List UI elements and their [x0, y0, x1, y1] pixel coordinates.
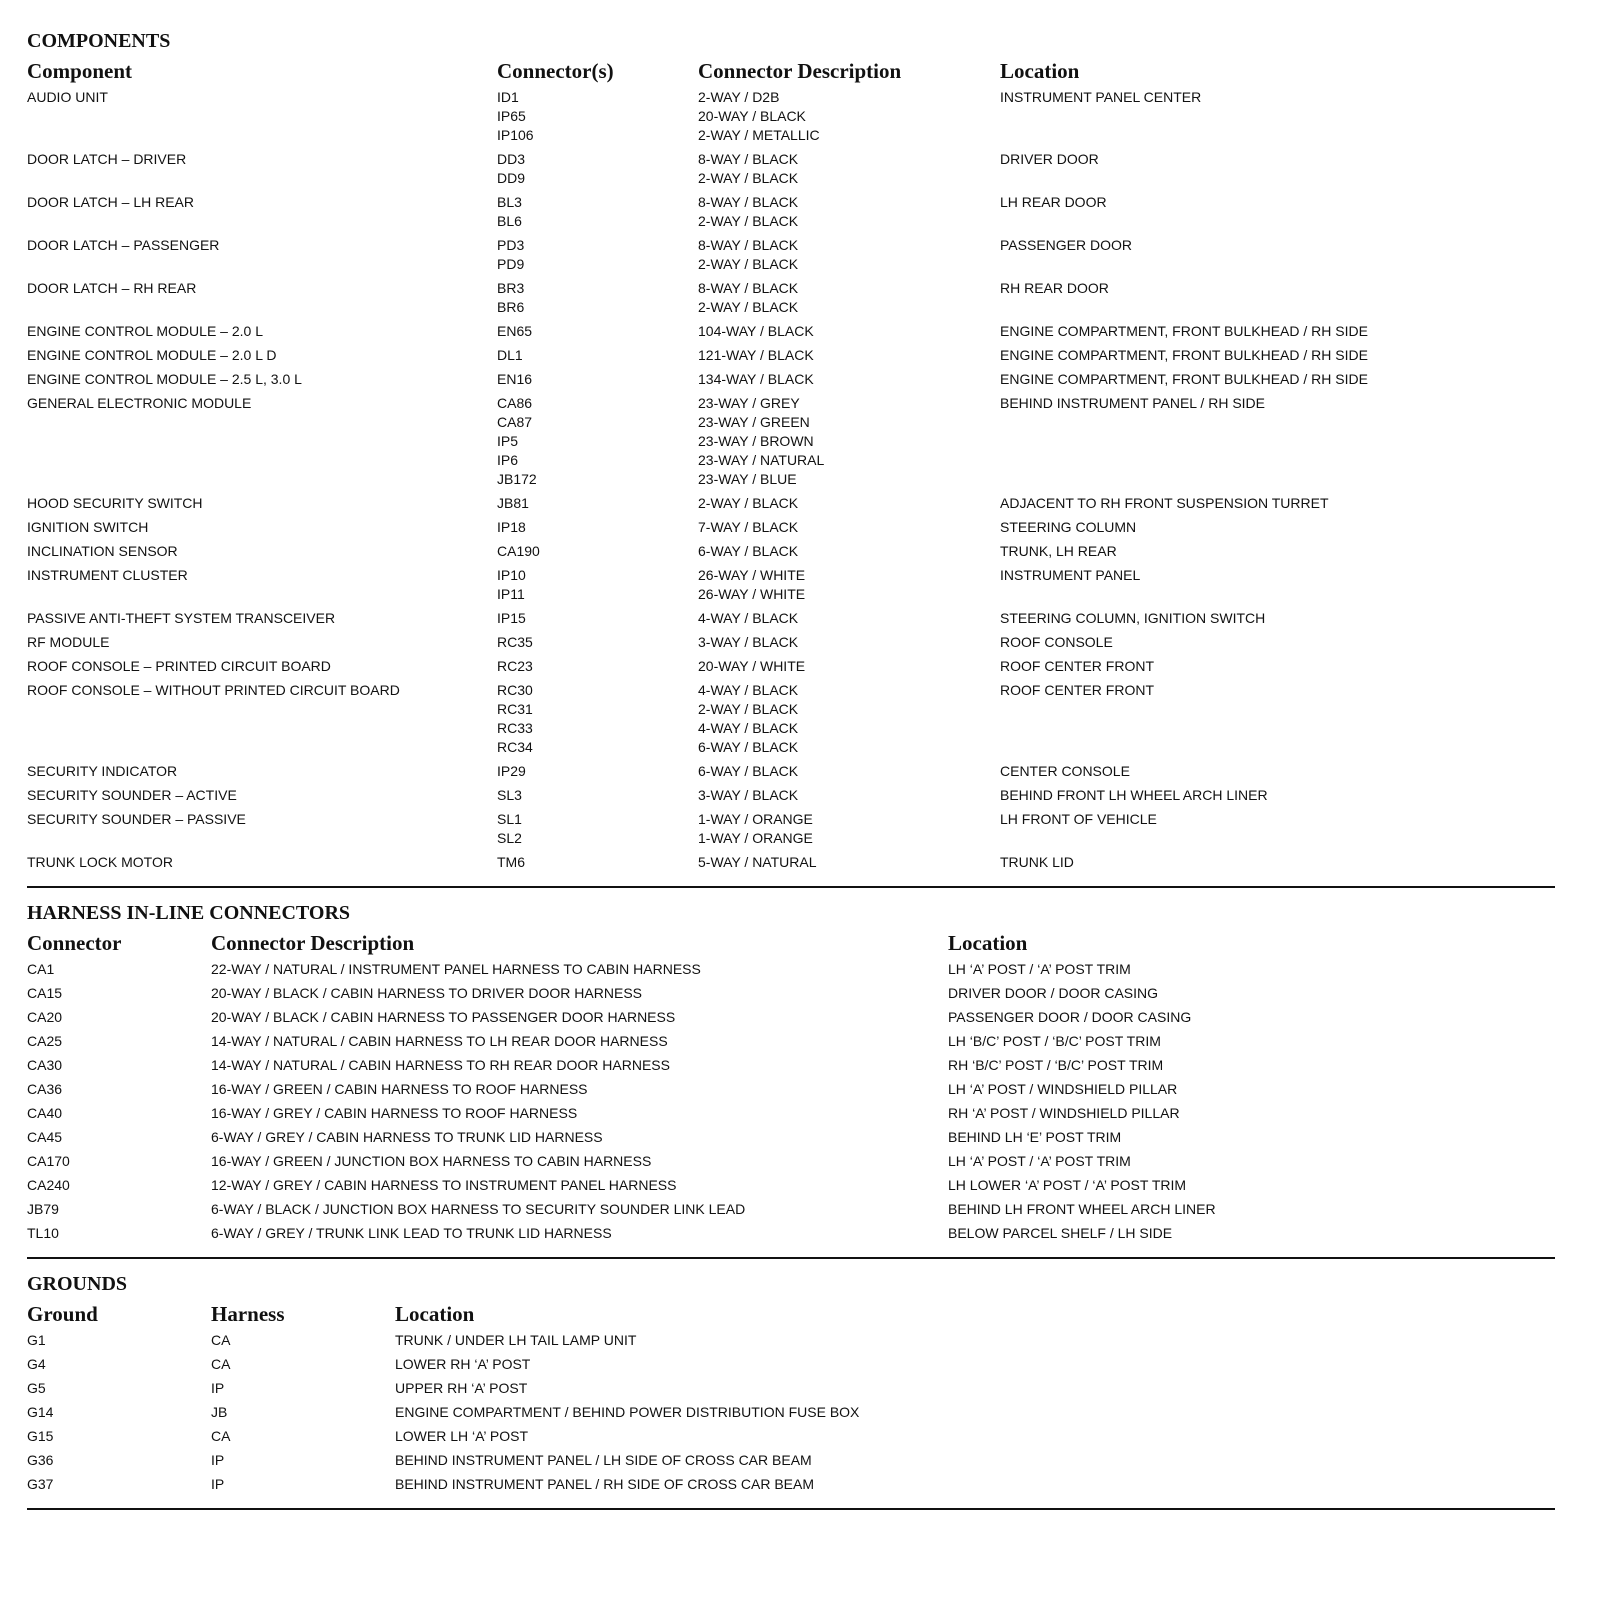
connector-description-list [698, 193, 1000, 231]
component-location: DRIVER DOOR [1000, 151, 1099, 167]
table-row [27, 609, 1555, 628]
table-row [27, 1176, 1555, 1195]
connector-description-list [698, 346, 1000, 365]
ground-id: G4 [27, 1356, 46, 1372]
ground-id: G5 [27, 1380, 46, 1396]
connector-id: PD3 [497, 237, 525, 253]
connector-id: ID1 [497, 89, 519, 105]
connector-description: 4-WAY / BLACK [698, 720, 799, 736]
harness-location: DRIVER DOOR / DOOR CASING [948, 985, 1159, 1001]
connector-list [497, 150, 698, 188]
table-row [27, 518, 1555, 537]
connector-id: IP65 [497, 108, 526, 124]
table-row [27, 786, 1555, 805]
component-name: DOOR LATCH – PASSENGER [27, 237, 220, 253]
connector-description: 5-WAY / NATURAL [698, 854, 817, 870]
component-name: ENGINE CONTROL MODULE – 2.0 L D [27, 347, 277, 363]
component-name: INCLINATION SENSOR [27, 543, 178, 559]
ground-id: G37 [27, 1476, 54, 1492]
table-row [27, 1200, 1555, 1219]
connector-description: 23-WAY / BLUE [698, 471, 797, 487]
connector-description: 2-WAY / BLACK [698, 170, 799, 186]
connector-description-list [698, 322, 1000, 341]
harness-header-location: Location [948, 931, 1028, 955]
grounds-header-row [27, 1297, 1555, 1331]
connector-list [497, 542, 698, 561]
connector-id: JB81 [497, 495, 529, 511]
connector-id: IP10 [497, 567, 526, 583]
connector-id: IP6 [497, 452, 519, 468]
table-row [27, 960, 1555, 979]
connector-id: IP18 [497, 519, 526, 535]
connector-description: 2-WAY / D2B [698, 89, 780, 105]
harness-description: 20-WAY / BLACK / CABIN HARNESS TO PASSENGER DOOR HARNESS [211, 1009, 676, 1025]
connector-id: DD3 [497, 151, 526, 167]
table-row [27, 494, 1555, 513]
connector-description-list [698, 370, 1000, 389]
component-location: ROOF CENTER FRONT [1000, 682, 1154, 698]
harness-connector: CA30 [27, 1057, 63, 1073]
connector-description-list [698, 150, 1000, 188]
connector-id: IP106 [497, 127, 534, 143]
table-row [27, 1032, 1555, 1051]
table-row [27, 657, 1555, 676]
table-row [27, 236, 1555, 274]
connector-id: RC35 [497, 634, 533, 650]
connector-description: 8-WAY / BLACK [698, 280, 799, 296]
connector-description-list [698, 762, 1000, 781]
ground-location: UPPER RH ‘A’ POST [395, 1380, 528, 1396]
components-header-description: Connector Description [698, 59, 902, 83]
grounds-section [27, 1271, 1555, 1494]
connector-list [497, 346, 698, 365]
component-location: BEHIND INSTRUMENT PANEL / RH SIDE [1000, 395, 1266, 411]
component-location: PASSENGER DOOR [1000, 237, 1132, 253]
table-row [27, 542, 1555, 561]
connector-id: RC33 [497, 720, 533, 736]
component-location: TRUNK LID [1000, 854, 1074, 870]
component-location: ADJACENT TO RH FRONT SUSPENSION TURRET [1000, 495, 1329, 511]
connector-description-list [698, 542, 1000, 561]
connector-description: 2-WAY / METALLIC [698, 127, 820, 143]
component-location: INSTRUMENT PANEL CENTER [1000, 89, 1202, 105]
component-location: ENGINE COMPARTMENT, FRONT BULKHEAD / RH SIDE [1000, 347, 1368, 363]
connector-id: BL6 [497, 213, 522, 229]
connector-description: 8-WAY / BLACK [698, 151, 799, 167]
connector-description: 4-WAY / BLACK [698, 610, 799, 626]
harness-description: 16-WAY / GREEN / JUNCTION BOX HARNESS TO CABIN HARNESS [211, 1153, 652, 1169]
grounds-table-body [27, 1331, 1555, 1494]
component-location: CENTER CONSOLE [1000, 763, 1130, 779]
section-divider [27, 1257, 1555, 1259]
connector-description: 2-WAY / BLACK [698, 495, 799, 511]
harness-location: RH ‘A’ POST / WINDSHIELD PILLAR [948, 1105, 1180, 1121]
connector-id: IP15 [497, 610, 526, 626]
table-row [27, 1224, 1555, 1243]
connector-description-list [698, 566, 1000, 604]
harness-section [27, 900, 1555, 1243]
harness-location: LH LOWER ‘A’ POST / ‘A’ POST TRIM [948, 1177, 1187, 1193]
component-name: SECURITY INDICATOR [27, 763, 178, 779]
harness-connector: CA15 [27, 985, 63, 1001]
table-row [27, 346, 1555, 365]
connector-description: 2-WAY / BLACK [698, 213, 799, 229]
connector-id: IP11 [497, 586, 525, 602]
connector-description: 6-WAY / BLACK [698, 763, 799, 779]
connector-description: 23-WAY / GREEN [698, 414, 810, 430]
component-name: TRUNK LOCK MOTOR [27, 854, 173, 870]
harness-description: 6-WAY / GREY / CABIN HARNESS TO TRUNK LID HARNESS [211, 1129, 603, 1145]
harness-description: 6-WAY / BLACK / JUNCTION BOX HARNESS TO SECURITY SOUNDER LINK LEAD [211, 1201, 746, 1217]
harness-description: 14-WAY / NATURAL / CABIN HARNESS TO RH REAR DOOR HARNESS [211, 1057, 670, 1073]
table-row [27, 1427, 1555, 1446]
components-section [27, 28, 1555, 872]
components-header-row [27, 54, 1555, 88]
component-location: BEHIND FRONT LH WHEEL ARCH LINER [1000, 787, 1268, 803]
connector-list [497, 657, 698, 676]
ground-location: TRUNK / UNDER LH TAIL LAMP UNIT [395, 1332, 637, 1348]
connector-id: EN65 [497, 323, 533, 339]
ground-harness: CA [211, 1356, 231, 1372]
harness-connector: TL10 [27, 1225, 59, 1241]
table-row [27, 1403, 1555, 1422]
ground-location: ENGINE COMPARTMENT / BEHIND POWER DISTRIBUTION FUSE BOX [395, 1404, 860, 1420]
connector-description-list [698, 609, 1000, 628]
connector-description: 4-WAY / BLACK [698, 682, 799, 698]
ground-harness: CA [211, 1428, 231, 1444]
connector-description: 2-WAY / BLACK [698, 701, 799, 717]
components-header-connectors: Connector(s) [497, 59, 614, 83]
component-location: ROOF CONSOLE [1000, 634, 1113, 650]
table-row [27, 984, 1555, 1003]
connector-description: 8-WAY / BLACK [698, 237, 799, 253]
connector-description-list [698, 518, 1000, 537]
component-name: IGNITION SWITCH [27, 519, 149, 535]
harness-connector: CA40 [27, 1105, 63, 1121]
connector-description: 1-WAY / ORANGE [698, 830, 813, 846]
connector-id: CA87 [497, 414, 533, 430]
ground-location: BEHIND INSTRUMENT PANEL / LH SIDE OF CROSS CAR BEAM [395, 1452, 812, 1468]
ground-location: LOWER RH ‘A’ POST [395, 1356, 531, 1372]
connector-description-list [698, 633, 1000, 652]
connector-description: 6-WAY / BLACK [698, 739, 799, 755]
connector-id: DL1 [497, 347, 523, 363]
connector-id: SL1 [497, 811, 522, 827]
component-name: RF MODULE [27, 634, 110, 650]
connector-list [497, 566, 698, 604]
connector-id: DD9 [497, 170, 526, 186]
connector-description: 2-WAY / BLACK [698, 256, 799, 272]
harness-location: LH ‘A’ POST / ‘A’ POST TRIM [948, 961, 1131, 977]
connector-description: 3-WAY / BLACK [698, 634, 799, 650]
ground-id: G14 [27, 1404, 54, 1420]
connector-description: 134-WAY / BLACK [698, 371, 814, 387]
connector-list [497, 279, 698, 317]
table-row [27, 394, 1555, 489]
connector-description-list [698, 494, 1000, 513]
component-name: SECURITY SOUNDER – ACTIVE [27, 787, 237, 803]
table-row [27, 1379, 1555, 1398]
ground-id: G15 [27, 1428, 54, 1444]
connector-list [497, 193, 698, 231]
document-page [27, 28, 1555, 1510]
component-name: DOOR LATCH – DRIVER [27, 151, 187, 167]
component-location: RH REAR DOOR [1000, 280, 1109, 296]
harness-connector: CA36 [27, 1081, 63, 1097]
connector-description-list [698, 681, 1000, 757]
connector-description: 6-WAY / BLACK [698, 543, 799, 559]
connector-id: BR6 [497, 299, 525, 315]
harness-description: 12-WAY / GREY / CABIN HARNESS TO INSTRUMENT PANEL HARNESS [211, 1177, 677, 1193]
component-location: ENGINE COMPARTMENT, FRONT BULKHEAD / RH SIDE [1000, 371, 1368, 387]
connector-description: 121-WAY / BLACK [698, 347, 814, 363]
component-name: PASSIVE ANTI-THEFT SYSTEM TRANSCEIVER [27, 610, 336, 626]
table-row [27, 279, 1555, 317]
table-row [27, 1451, 1555, 1470]
connector-description-list [698, 279, 1000, 317]
ground-location: LOWER LH ‘A’ POST [395, 1428, 529, 1444]
grounds-header-ground: Ground [27, 1302, 98, 1326]
harness-location: LH ‘A’ POST / ‘A’ POST TRIM [948, 1153, 1131, 1169]
harness-location: PASSENGER DOOR / DOOR CASING [948, 1009, 1192, 1025]
grounds-header-location: Location [395, 1302, 475, 1326]
table-row [27, 566, 1555, 604]
component-name: GENERAL ELECTRONIC MODULE [27, 395, 252, 411]
component-name: ROOF CONSOLE – PRINTED CIRCUIT BOARD [27, 658, 331, 674]
table-row [27, 810, 1555, 848]
table-row [27, 1104, 1555, 1123]
connector-description: 23-WAY / GREY [698, 395, 800, 411]
connector-list [497, 518, 698, 537]
connector-list [497, 810, 698, 848]
table-row [27, 193, 1555, 231]
table-row [27, 370, 1555, 389]
connector-description-list [698, 236, 1000, 274]
connector-list [497, 681, 698, 757]
table-row [27, 853, 1555, 872]
ground-id: G36 [27, 1452, 54, 1468]
table-row [27, 1008, 1555, 1027]
harness-location: BEHIND LH FRONT WHEEL ARCH LINER [948, 1201, 1216, 1217]
connector-description: 20-WAY / WHITE [698, 658, 806, 674]
components-table-body [27, 88, 1555, 872]
harness-connector: CA240 [27, 1177, 70, 1193]
connector-description: 3-WAY / BLACK [698, 787, 799, 803]
harness-location: BEHIND LH ‘E’ POST TRIM [948, 1129, 1122, 1145]
component-name: ROOF CONSOLE – WITHOUT PRINTED CIRCUIT BOARD [27, 682, 400, 698]
table-row [27, 1080, 1555, 1099]
table-row [27, 150, 1555, 188]
connector-description-list [698, 88, 1000, 145]
connector-description-list [698, 810, 1000, 848]
grounds-header-harness: Harness [211, 1302, 285, 1326]
component-location: ROOF CENTER FRONT [1000, 658, 1154, 674]
table-row [27, 1355, 1555, 1374]
harness-location: LH ‘B/C’ POST / ‘B/C’ POST TRIM [948, 1033, 1161, 1049]
harness-title: HARNESS IN-LINE CONNECTORS [27, 902, 351, 924]
component-location: STEERING COLUMN, IGNITION SWITCH [1000, 610, 1266, 626]
component-name: ENGINE CONTROL MODULE – 2.0 L [27, 323, 263, 339]
connector-description: 23-WAY / NATURAL [698, 452, 825, 468]
grounds-title: GROUNDS [27, 1273, 128, 1295]
component-location: INSTRUMENT PANEL [1000, 567, 1141, 583]
table-row [27, 1128, 1555, 1147]
connector-id: RC31 [497, 701, 533, 717]
connector-description: 104-WAY / BLACK [698, 323, 814, 339]
ground-location: BEHIND INSTRUMENT PANEL / RH SIDE OF CROSS CAR BEAM [395, 1476, 815, 1492]
connector-id: IP29 [497, 763, 526, 779]
harness-table-body [27, 960, 1555, 1243]
component-name: INSTRUMENT CLUSTER [27, 567, 188, 583]
connector-id: CA86 [497, 395, 533, 411]
connector-list [497, 853, 698, 872]
ground-harness: JB [211, 1404, 228, 1420]
connector-id: JB172 [497, 471, 537, 487]
harness-description: 6-WAY / GREY / TRUNK LINK LEAD TO TRUNK LID HARNESS [211, 1225, 612, 1241]
harness-header-row [27, 926, 1555, 960]
table-row [27, 1152, 1555, 1171]
connector-list [497, 394, 698, 489]
connector-list [497, 88, 698, 145]
connector-id: IP5 [497, 433, 519, 449]
ground-harness: IP [211, 1452, 225, 1468]
connector-description-list [698, 853, 1000, 872]
table-row [27, 633, 1555, 652]
component-location: LH FRONT OF VEHICLE [1000, 811, 1157, 827]
components-title: COMPONENTS [27, 30, 171, 52]
table-row [27, 1475, 1555, 1494]
harness-connector: CA170 [27, 1153, 70, 1169]
harness-description: 22-WAY / NATURAL / INSTRUMENT PANEL HARNESS TO CABIN HARNESS [211, 961, 701, 977]
connector-list [497, 236, 698, 274]
connector-list [497, 762, 698, 781]
connector-list [497, 494, 698, 513]
harness-connector: CA25 [27, 1033, 63, 1049]
connector-list [497, 370, 698, 389]
component-location: LH REAR DOOR [1000, 194, 1107, 210]
connector-description: 20-WAY / BLACK [698, 108, 806, 124]
connector-description-list [698, 786, 1000, 805]
ground-harness: IP [211, 1380, 225, 1396]
harness-connector: CA1 [27, 961, 55, 977]
connector-id: RC34 [497, 739, 533, 755]
harness-connector: JB79 [27, 1201, 59, 1217]
table-row [27, 322, 1555, 341]
harness-description: 20-WAY / BLACK / CABIN HARNESS TO DRIVER DOOR HARNESS [211, 985, 642, 1001]
harness-connector: CA20 [27, 1009, 63, 1025]
harness-description: 16-WAY / GREY / CABIN HARNESS TO ROOF HARNESS [211, 1105, 578, 1121]
connector-description: 8-WAY / BLACK [698, 194, 799, 210]
component-location: TRUNK, LH REAR [1000, 543, 1117, 559]
harness-description: 16-WAY / GREEN / CABIN HARNESS TO ROOF HARNESS [211, 1081, 588, 1097]
connector-description: 7-WAY / BLACK [698, 519, 799, 535]
component-name: AUDIO UNIT [27, 89, 108, 105]
connector-description: 26-WAY / WHITE [698, 567, 806, 583]
component-name: HOOD SECURITY SWITCH [27, 495, 203, 511]
ground-harness: CA [211, 1332, 231, 1348]
harness-location: LH ‘A’ POST / WINDSHIELD PILLAR [948, 1081, 1178, 1097]
component-name: ENGINE CONTROL MODULE – 2.5 L, 3.0 L [27, 371, 302, 387]
ground-harness: IP [211, 1476, 225, 1492]
component-name: SECURITY SOUNDER – PASSIVE [27, 811, 246, 827]
table-row [27, 88, 1555, 145]
connector-description-list [698, 394, 1000, 489]
connector-id: RC30 [497, 682, 533, 698]
connector-id: BL3 [497, 194, 522, 210]
harness-description: 14-WAY / NATURAL / CABIN HARNESS TO LH REAR DOOR HARNESS [211, 1033, 668, 1049]
connector-id: BR3 [497, 280, 525, 296]
ground-id: G1 [27, 1332, 46, 1348]
harness-header-description: Connector Description [211, 931, 415, 955]
component-name: DOOR LATCH – RH REAR [27, 280, 197, 296]
section-divider [27, 1508, 1555, 1510]
components-header-location: Location [1000, 59, 1080, 83]
harness-location: BELOW PARCEL SHELF / LH SIDE [948, 1225, 1173, 1241]
table-row [27, 1056, 1555, 1075]
connector-id: RC23 [497, 658, 533, 674]
connector-description: 23-WAY / BROWN [698, 433, 814, 449]
table-row [27, 681, 1555, 757]
components-header-component: Component [27, 59, 133, 83]
table-row [27, 1331, 1555, 1350]
harness-connector: CA45 [27, 1129, 63, 1145]
connector-description: 2-WAY / BLACK [698, 299, 799, 315]
connector-id: PD9 [497, 256, 525, 272]
connector-list [497, 609, 698, 628]
connector-id: SL2 [497, 830, 522, 846]
component-name: DOOR LATCH – LH REAR [27, 194, 194, 210]
connector-description: 26-WAY / WHITE [698, 586, 806, 602]
connector-id: SL3 [497, 787, 522, 803]
harness-location: RH ‘B/C’ POST / ‘B/C’ POST TRIM [948, 1057, 1164, 1073]
connector-id: EN16 [497, 371, 533, 387]
harness-header-connector: Connector [27, 931, 122, 955]
component-location: ENGINE COMPARTMENT, FRONT BULKHEAD / RH SIDE [1000, 323, 1368, 339]
connector-description: 1-WAY / ORANGE [698, 811, 813, 827]
section-divider [27, 886, 1555, 888]
component-location: STEERING COLUMN [1000, 519, 1137, 535]
connector-list [497, 786, 698, 805]
connector-list [497, 322, 698, 341]
connector-id: TM6 [497, 854, 525, 870]
connector-description-list [698, 657, 1000, 676]
connector-id: CA190 [497, 543, 540, 559]
table-row [27, 762, 1555, 781]
connector-list [497, 633, 698, 652]
